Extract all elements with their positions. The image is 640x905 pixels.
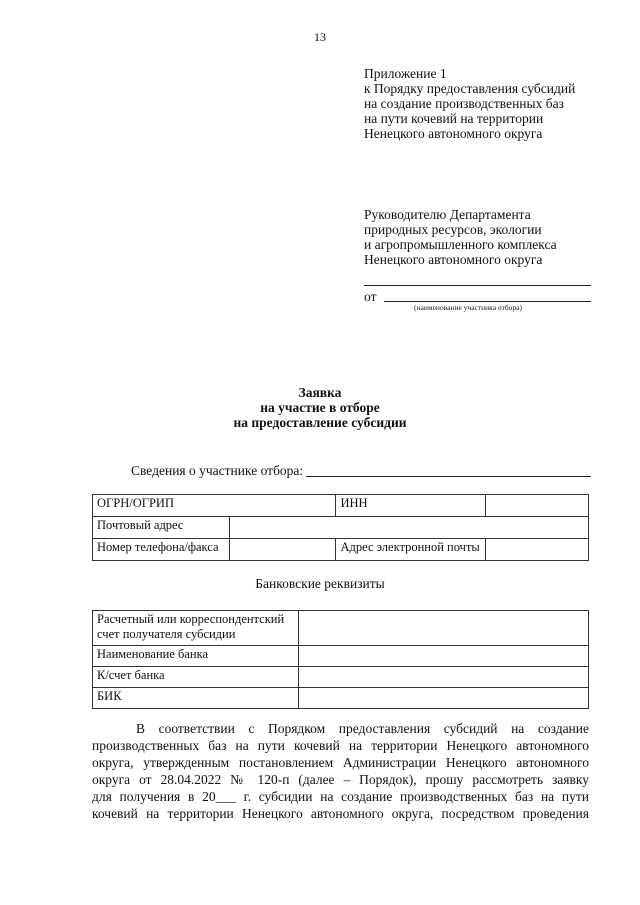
table-row [93,646,589,667]
ogrn-label: ОГРН/ОГРИП [93,495,336,517]
appendix-header [364,66,575,141]
body-line: В соответствии с Порядком предоставления субсидий на создание [136,721,589,736]
table-row [93,611,589,646]
appendix-line: на пути кочевий на территории [364,111,544,126]
corr-account-label: К/счет банка [93,667,299,688]
page-number: 13 [314,30,326,44]
inn-value-cell[interactable] [486,495,589,517]
bank-details-title: Банковские реквизиты [255,576,385,591]
email-label: Адрес электронной почты [336,539,486,561]
account-value-cell[interactable] [298,611,588,646]
addressee-line: и агропромышленного комплекса [364,237,557,252]
bank-details-table [92,610,589,709]
appendix-line: на создание производственных баз [364,96,564,111]
table-row [93,495,589,517]
participant-blank-line[interactable] [306,476,591,477]
appendix-line: Приложение 1 [364,66,447,81]
corr-account-value-cell[interactable] [298,667,588,688]
body-line: для получения в 20___ г. субсидии на создание производственных баз на пути [92,789,589,804]
addressee-line: Руководителю Департамента [364,207,531,222]
from-blank-line[interactable] [384,301,591,302]
bik-value-cell[interactable] [298,688,588,709]
email-value-cell[interactable] [486,539,589,561]
application-body-text [92,720,589,822]
bik-label: БИК [93,688,299,709]
title-line: на предоставление субсидии [233,415,407,430]
postal-label: Почтовый адрес [93,517,230,539]
table-row [93,517,589,539]
table-row [93,688,589,709]
participant-info-table [92,494,589,561]
from-label: от [364,289,377,304]
appendix-line: к Порядку предоставления субсидий [364,81,576,96]
phone-value-cell[interactable] [229,539,336,561]
inn-label: ИНН [336,495,486,517]
table-row [93,667,589,688]
phone-label: Номер телефона/факса [93,539,230,561]
appendix-line: Ненецкого автономного округа [364,126,543,141]
title-line: на участие в отборе [260,400,380,415]
body-line: производственных баз на пути кочевий на территории Ненецкого автономного [92,738,589,753]
title-line: Заявка [298,385,342,400]
addressee-line: природных ресурсов, экологии [364,222,542,237]
account-label-line: счет получателя субсидии [97,627,236,641]
account-label-line: Расчетный или корреспондентский [97,612,285,626]
postal-value-cell[interactable] [229,517,588,539]
body-line: округа от 28.04.2022 № 120-п (далее – Порядок), прошу рассмотреть заявку [92,772,589,787]
body-line: округа, утвержденным постановлением Администрации Ненецкого автономного [92,755,589,770]
addressee-line: Ненецкого автономного округа [364,252,543,267]
from-caption: (наименование участника отбора) [414,303,522,312]
bank-name-value-cell[interactable] [298,646,588,667]
body-line: кочевий на территории Ненецкого автономного округа, посредством проведения [92,806,589,821]
document-title [0,385,640,430]
addressee-block [364,207,557,267]
account-label [93,611,299,646]
table-row [93,539,589,561]
participant-label: Сведения о участнике отбора: [131,463,304,478]
bank-name-label: Наименование банка [93,646,299,667]
addressee-blank-line[interactable] [364,285,591,286]
